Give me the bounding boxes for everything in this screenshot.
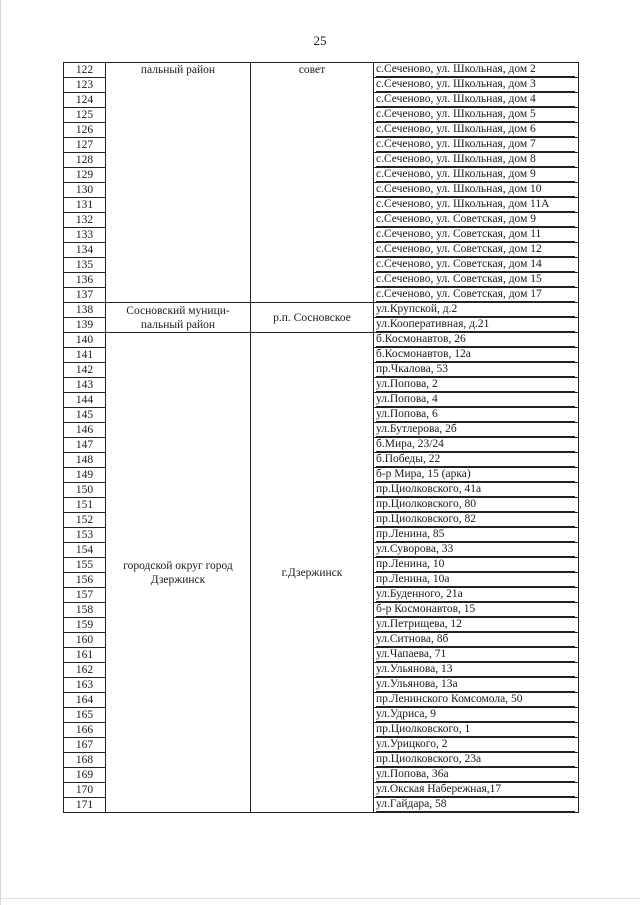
address-text: б.Космонавтов, 26 <box>376 333 575 347</box>
address-text: с.Сеченово, ул. Школьная, дом 9 <box>376 168 575 182</box>
address-text: пр.Ленинского Комсомола, 50 <box>376 693 575 707</box>
address-cell <box>374 138 579 153</box>
address-text: ул.Попова, 2 <box>376 378 575 392</box>
row-number: 139 <box>64 318 106 333</box>
scan-edge-bottom <box>0 898 640 899</box>
address-cell <box>374 663 579 678</box>
address-cell <box>374 498 579 513</box>
address-cell <box>374 513 579 528</box>
row-number: 147 <box>64 438 106 453</box>
row-number: 161 <box>64 648 106 663</box>
address-text: ул.Ульянова, 13а <box>376 678 575 692</box>
row-number: 151 <box>64 498 106 513</box>
address-text: с.Сеченово, ул. Школьная, дом 10 <box>376 183 575 197</box>
address-cell <box>374 168 579 183</box>
address-text: пр.Циолковского, 41а <box>376 483 575 497</box>
address-cell <box>374 678 579 693</box>
row-number: 145 <box>64 408 106 423</box>
table-row <box>64 333 579 348</box>
table-row <box>64 63 579 78</box>
row-number: 166 <box>64 723 106 738</box>
row-number: 142 <box>64 363 106 378</box>
row-number: 135 <box>64 258 106 273</box>
address-text: ул.Чапаева, 71 <box>376 648 575 662</box>
row-number: 134 <box>64 243 106 258</box>
address-cell <box>374 348 579 363</box>
address-cell <box>374 363 579 378</box>
address-cell <box>374 558 579 573</box>
address-cell <box>374 438 579 453</box>
page-number: 25 <box>313 33 327 48</box>
row-number: 124 <box>64 93 106 108</box>
row-number: 162 <box>64 663 106 678</box>
address-text: ул.Попова, 6 <box>376 408 575 422</box>
row-number: 125 <box>64 108 106 123</box>
address-text: пр.Циолковского, 23а <box>376 753 575 767</box>
row-number: 123 <box>64 78 106 93</box>
address-cell <box>374 588 579 603</box>
row-number: 157 <box>64 588 106 603</box>
address-cell <box>374 453 579 468</box>
address-text: с.Сеченово, ул. Советская, дом 12 <box>376 243 575 257</box>
row-number: 127 <box>64 138 106 153</box>
address-cell <box>374 93 579 108</box>
address-cell <box>374 198 579 213</box>
row-number: 165 <box>64 708 106 723</box>
address-text: пр.Ленина, 10а <box>376 573 575 587</box>
row-number: 122 <box>64 63 106 78</box>
address-cell <box>374 78 579 93</box>
settlement-cell: г.Дзержинск <box>251 333 374 813</box>
row-number: 131 <box>64 198 106 213</box>
row-number: 169 <box>64 768 106 783</box>
address-text: с.Сеченово, ул. Советская, дом 11 <box>376 228 575 242</box>
address-cell <box>374 108 579 123</box>
address-cell <box>374 228 579 243</box>
row-number: 158 <box>64 603 106 618</box>
address-cell <box>374 258 579 273</box>
address-cell <box>374 753 579 768</box>
address-cell <box>374 153 579 168</box>
address-text: ул.Буденного, 21а <box>376 588 575 602</box>
address-cell <box>374 573 579 588</box>
address-cell <box>374 333 579 348</box>
row-number: 130 <box>64 183 106 198</box>
address-cell <box>374 693 579 708</box>
row-number: 155 <box>64 558 106 573</box>
address-text: с.Сеченово, ул. Школьная, дом 11А <box>376 198 575 212</box>
row-number: 168 <box>64 753 106 768</box>
address-cell <box>374 723 579 738</box>
row-number: 170 <box>64 783 106 798</box>
address-cell <box>374 648 579 663</box>
address-text: ул.Суворова, 33 <box>376 543 575 557</box>
row-number: 159 <box>64 618 106 633</box>
row-number: 136 <box>64 273 106 288</box>
address-cell <box>374 468 579 483</box>
address-cell <box>374 483 579 498</box>
address-text: б.Мира, 23/24 <box>376 438 575 452</box>
address-cell <box>374 243 579 258</box>
address-cell <box>374 123 579 138</box>
address-text: ул.Крупской, д.2 <box>376 303 575 317</box>
address-text: ул.Ульянова, 13 <box>376 663 575 677</box>
address-text: ул.Урицкого, 2 <box>376 738 575 752</box>
address-text: ул.Ситнова, 8б <box>376 633 575 647</box>
address-text: ул.Попова, 36а <box>376 768 575 782</box>
row-number: 144 <box>64 393 106 408</box>
row-number: 150 <box>64 483 106 498</box>
address-cell <box>374 798 579 813</box>
row-number: 140 <box>64 333 106 348</box>
row-number: 137 <box>64 288 106 303</box>
row-number: 143 <box>64 378 106 393</box>
address-text: с.Сеченово, ул. Школьная, дом 7 <box>376 138 575 152</box>
address-text: с.Сеченово, ул. Школьная, дом 8 <box>376 153 575 167</box>
settlement-cell: р.п. Сосновское <box>251 303 374 333</box>
address-text: б-р Мира, 15 (арка) <box>376 468 575 482</box>
address-cell <box>374 423 579 438</box>
address-cell <box>374 768 579 783</box>
settlement-cell: совет <box>251 63 374 303</box>
address-text: пр.Циолковского, 1 <box>376 723 575 737</box>
address-cell <box>374 213 579 228</box>
address-text: с.Сеченово, ул. Советская, дом 14 <box>376 258 575 272</box>
address-text: ул.Петрищева, 12 <box>376 618 575 632</box>
district-cell: пальный район <box>106 63 251 303</box>
row-number: 132 <box>64 213 106 228</box>
row-number: 141 <box>64 348 106 363</box>
address-text: с.Сеченово, ул. Школьная, дом 6 <box>376 123 575 137</box>
row-number: 133 <box>64 228 106 243</box>
row-number: 138 <box>64 303 106 318</box>
address-cell <box>374 528 579 543</box>
address-cell <box>374 393 579 408</box>
address-cell <box>374 618 579 633</box>
row-number: 160 <box>64 633 106 648</box>
row-number: 149 <box>64 468 106 483</box>
address-text: пр.Ленина, 10 <box>376 558 575 572</box>
row-number: 156 <box>64 573 106 588</box>
address-cell <box>374 303 579 318</box>
address-text: б-р Космонавтов, 15 <box>376 603 575 617</box>
address-cell <box>374 183 579 198</box>
address-text: ул.Кооперативная, д.21 <box>376 318 575 332</box>
address-text: с.Сеченово, ул. Школьная, дом 5 <box>376 108 575 122</box>
address-text: пр.Циолковского, 82 <box>376 513 575 527</box>
district-cell: Сосновский муници-пальный район <box>106 303 251 333</box>
address-text: пр.Ленина, 85 <box>376 528 575 542</box>
address-cell <box>374 288 579 303</box>
row-number: 154 <box>64 543 106 558</box>
address-cell <box>374 603 579 618</box>
address-text: ул.Гайдара, 58 <box>376 798 575 812</box>
address-cell <box>374 708 579 723</box>
address-cell <box>374 738 579 753</box>
address-text: с.Сеченово, ул. Советская, дом 9 <box>376 213 575 227</box>
row-number: 164 <box>64 693 106 708</box>
address-text: ул.Окская Набережная,17 <box>376 783 575 797</box>
address-text: пр.Циолковского, 80 <box>376 498 575 512</box>
address-text: с.Сеченово, ул. Школьная, дом 4 <box>376 93 575 107</box>
address-cell <box>374 543 579 558</box>
address-cell <box>374 408 579 423</box>
address-text: б.Космонавтов, 12а <box>376 348 575 362</box>
row-number: 171 <box>64 798 106 813</box>
row-number: 126 <box>64 123 106 138</box>
district-cell: городской округ город Дзержинск <box>106 333 251 813</box>
row-number: 148 <box>64 453 106 468</box>
table-row <box>64 303 579 318</box>
address-text: ул.Попова, 4 <box>376 393 575 407</box>
address-text: ул.Бутлерова, 2б <box>376 423 575 437</box>
address-text: пр.Чкалова, 53 <box>376 363 575 377</box>
address-cell <box>374 378 579 393</box>
row-number: 153 <box>64 528 106 543</box>
address-text: с.Сеченово, ул. Советская, дом 15 <box>376 273 575 287</box>
address-text: с.Сеченово, ул. Школьная, дом 2 <box>376 63 575 77</box>
row-number: 152 <box>64 513 106 528</box>
row-number: 167 <box>64 738 106 753</box>
address-text: с.Сеченово, ул. Школьная, дом 3 <box>376 78 575 92</box>
row-number: 163 <box>64 678 106 693</box>
address-cell <box>374 318 579 333</box>
row-number: 128 <box>64 153 106 168</box>
address-text: ул.Удриса, 9 <box>376 708 575 722</box>
address-cell <box>374 783 579 798</box>
address-cell <box>374 63 579 78</box>
address-cell <box>374 273 579 288</box>
scan-edge-left <box>0 0 1 905</box>
address-cell <box>374 633 579 648</box>
address-text: с.Сеченово, ул. Советская, дом 17 <box>376 288 575 302</box>
address-text: б.Победы, 22 <box>376 453 575 467</box>
polling-locations-table <box>63 62 579 813</box>
row-number: 129 <box>64 168 106 183</box>
row-number: 146 <box>64 423 106 438</box>
